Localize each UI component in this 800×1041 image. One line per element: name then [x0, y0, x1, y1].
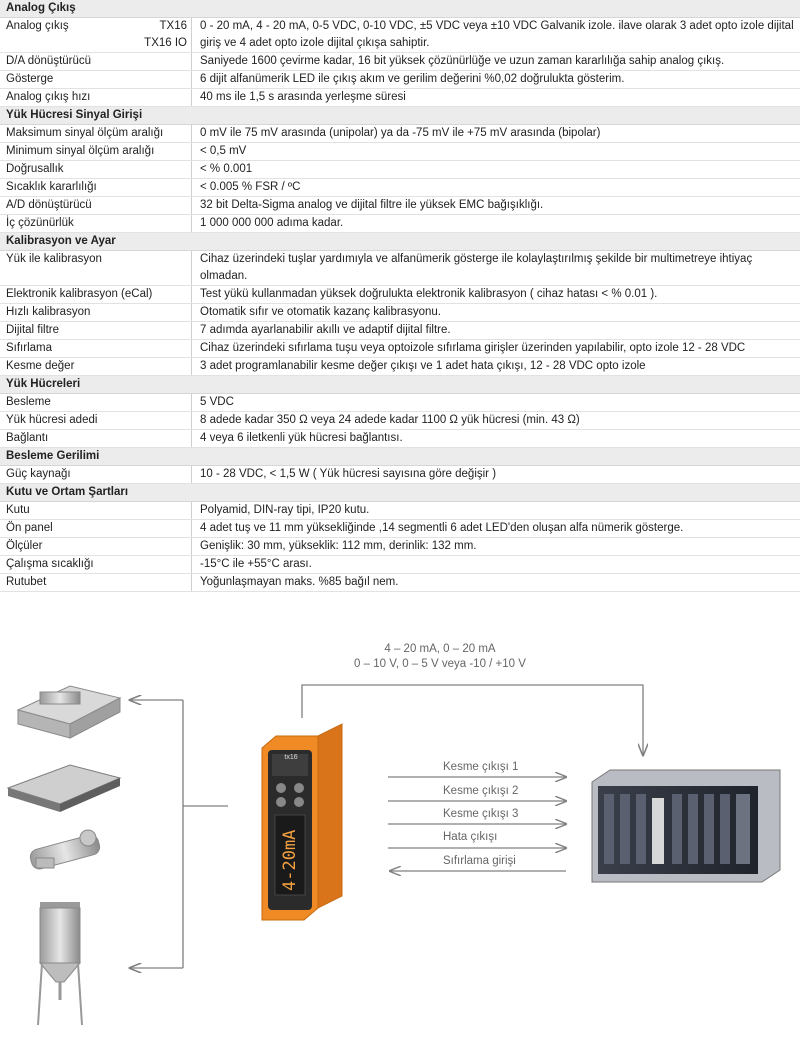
diagram-graphics [0, 620, 800, 1041]
spec-label: Doğrusallık [0, 161, 192, 178]
spec-value: 6 dijit alfanümerik LED ile çıkış akım ve gerilim değerini %0,02 doğrulukta gösterim. [200, 73, 625, 85]
spec-row [0, 304, 800, 322]
spec-label: Ön panel [0, 520, 192, 537]
spec-value: Cihaz üzerindeki tuşlar yardımıyla ve alfanümerik gösterge ile kolaylaştırılmış şekilde bir multimetreye ihtiyaç olmadan. [200, 253, 753, 282]
spec-row [0, 520, 800, 538]
signal-label-cutoff-2: Kesme çıkışı 2 [443, 785, 519, 797]
spec-label: Minimum sinyal ölçüm aralığı [0, 143, 192, 160]
rows-analog [0, 53, 800, 107]
spec-value: 0 mV ile 75 mV arasında (unipolar) ya da -75 mV ile +75 mV arasında (bipolar) [200, 127, 601, 139]
spec-row [0, 53, 800, 71]
spec-label: Güç kaynağı [0, 466, 192, 483]
model-tx16-io: TX16 IO [144, 37, 187, 49]
loadcell-mount-image [18, 686, 120, 738]
spec-value: 4 adet tuş ve 11 mm yüksekliğinde ,14 segmentli 6 adet LED'den oluşan alfa nümerik gösterge. [200, 522, 684, 534]
rows-supply [0, 466, 800, 484]
spec-label: Rutubet [0, 574, 192, 591]
spec-value: Yoğunlaşmayan maks. %85 bağıl nem. [200, 576, 399, 588]
signal-label-error: Hata çıkışı [443, 831, 498, 843]
rows-loadcell-input [0, 125, 800, 233]
spec-label: İç çözünürlük [0, 215, 192, 232]
spec-label: A/D dönüştürücü [0, 197, 192, 214]
rows-calibration [0, 251, 800, 376]
spec-label-analog-output [0, 18, 192, 52]
analog-output-line [302, 685, 643, 755]
spec-row [0, 286, 800, 304]
analog-output-label-1: 4 – 20 mA, 0 – 20 mA [384, 643, 496, 655]
spec-label: Besleme [0, 394, 192, 411]
spec-row [0, 322, 800, 340]
spec-value: Polyamid, DIN-ray tipi, IP20 kutu. [200, 504, 370, 516]
spec-row [0, 197, 800, 215]
spec-row [0, 502, 800, 520]
spec-row [0, 394, 800, 412]
spec-row [0, 466, 800, 484]
spec-row-analog-output [0, 18, 800, 53]
spec-row [0, 89, 800, 107]
spec-value: 5 VDC [200, 396, 234, 408]
model-tx16: TX16 [159, 20, 187, 32]
spec-value: 3 adet programlanabilir kesme değer çıkışı ve 1 adet hata çıkışı, 12 - 28 VDC opto izole [200, 360, 646, 372]
device-display: 4-20mA [280, 829, 300, 891]
spec-label: Maksimum sinyal ölçüm aralığı [0, 125, 192, 142]
spec-value: 40 ms ile 1,5 s arasında yerleşme süresi [200, 91, 406, 103]
spec-row [0, 161, 800, 179]
spec-value: 8 adede kadar 350 Ω veya 24 adede kadar 1100 Ω yük hücresi (min. 43 Ω) [200, 414, 580, 426]
spec-label: Çalışma sıcaklığı [0, 556, 192, 573]
spec-label: Yük hücresi adedi [0, 412, 192, 429]
spec-label: D/A dönüştürücü [0, 53, 192, 70]
spec-label: Sıfırlama [0, 340, 192, 357]
spec-label: Kutu [0, 502, 192, 519]
loadcell-bracket [130, 700, 228, 968]
spec-row [0, 143, 800, 161]
section-title-analog: Analog Çıkış [0, 0, 800, 18]
spec-value: Otomatik sıfır ve otomatik kazanç kalibrasyonu. [200, 306, 441, 318]
spec-label: Analog çıkış [6, 20, 69, 32]
spec-value: 32 bit Delta-Sigma analog ve dijital filtre ile yüksek EMC bağışıklığı. [200, 199, 544, 211]
spec-row [0, 215, 800, 233]
spec-value-line: 0 - 20 mA, 4 - 20 mA, 0-5 VDC, 0-10 VDC, ±5 VDC veya ±10 VDC Galvanik izole. ilave olarak 3 adet opto izole dijital [200, 20, 794, 32]
section-title-calibration: Kalibrasyon ve Ayar [0, 233, 800, 251]
spec-label: Sıcaklık kararlılığı [0, 179, 192, 196]
section-title-supply: Besleme Gerilimi [0, 448, 800, 466]
section-title-loadcells: Yük Hücreleri [0, 376, 800, 394]
spec-row [0, 251, 800, 286]
plc-image [592, 770, 780, 882]
spec-value: 1 000 000 000 adıma kadar. [200, 217, 344, 229]
section-title-loadcell-input: Yük Hücresi Sinyal Girişi [0, 107, 800, 125]
spec-row [0, 430, 800, 448]
beam-loadcell-image [29, 830, 102, 871]
spec-label: Bağlantı [0, 430, 192, 447]
spec-value: Saniyede 1600 çevirme kadar, 16 bit yüksek çözünürlüğe ve uzun zaman kararlılığa sahip analog çıkış. [200, 55, 725, 67]
connection-diagram [0, 620, 800, 1041]
spec-value: 10 - 28 VDC, < 1,5 W ( Yük hücresi sayısına göre değişir ) [200, 468, 497, 480]
silo-image [38, 902, 82, 1025]
spec-row [0, 556, 800, 574]
spec-row [0, 71, 800, 89]
spec-row [0, 574, 800, 592]
spec-label: Ölçüler [0, 538, 192, 555]
spec-value: < 0,5 mV [200, 145, 247, 157]
spec-label: Analog çıkış hızı [0, 89, 192, 106]
spec-label: Dijital filtre [0, 322, 192, 339]
signal-label-cutoff-1: Kesme çıkışı 1 [443, 761, 519, 773]
spec-value: 7 adımda ayarlanabilir akıllı ve adaptif dijital filtre. [200, 324, 451, 336]
spec-label: Yük ile kalibrasyon [0, 251, 192, 285]
spec-row [0, 179, 800, 197]
spec-label: Elektronik kalibrasyon (eCal) [0, 286, 192, 303]
device-brand: tx16 [284, 754, 298, 761]
platform-scale-image [8, 765, 120, 812]
spec-row [0, 358, 800, 376]
spec-label: Kesme değer [0, 358, 192, 375]
signal-label-cutoff-3: Kesme çıkışı 3 [443, 808, 519, 820]
signal-label-reset: Sıfırlama girişi [443, 855, 516, 867]
rows-loadcells [0, 394, 800, 448]
spec-value: Cihaz üzerindeki sıfırlama tuşu veya optoizole sıfırlama girişler üzerinden yapılabilir, opto izole 12 - 28 VDC [200, 342, 746, 354]
spec-value: Genişlik: 30 mm, yükseklik: 112 mm, derinlik: 132 mm. [200, 540, 477, 552]
spec-row [0, 340, 800, 358]
analog-output-label-2: 0 – 10 V, 0 – 5 V veya -10 / +10 V [354, 658, 526, 670]
spec-value: < 0.005 % FSR / ºC [200, 181, 301, 193]
spec-value: < % 0.001 [200, 163, 253, 175]
rows-housing [0, 502, 800, 592]
section-title-housing: Kutu ve Ortam Şartları [0, 484, 800, 502]
spec-label: Hızlı kalibrasyon [0, 304, 192, 321]
spec-value-analog-output [192, 18, 800, 52]
spec-row [0, 125, 800, 143]
spec-value: -15°C ile +55°C arası. [200, 558, 312, 570]
spec-row [0, 538, 800, 556]
spec-value: 4 veya 6 iletkenli yük hücresi bağlantısı. [200, 432, 403, 444]
spec-value: Test yükü kullanmadan yüksek doğrulukta elektronik kalibrasyon ( cihaz hatası < % 0.01 ). [200, 288, 658, 300]
spec-value-line: giriş ve 4 adet opto izole dijital çıkışa sahiptir. [200, 37, 430, 49]
spec-label: Gösterge [0, 71, 192, 88]
spec-row [0, 412, 800, 430]
